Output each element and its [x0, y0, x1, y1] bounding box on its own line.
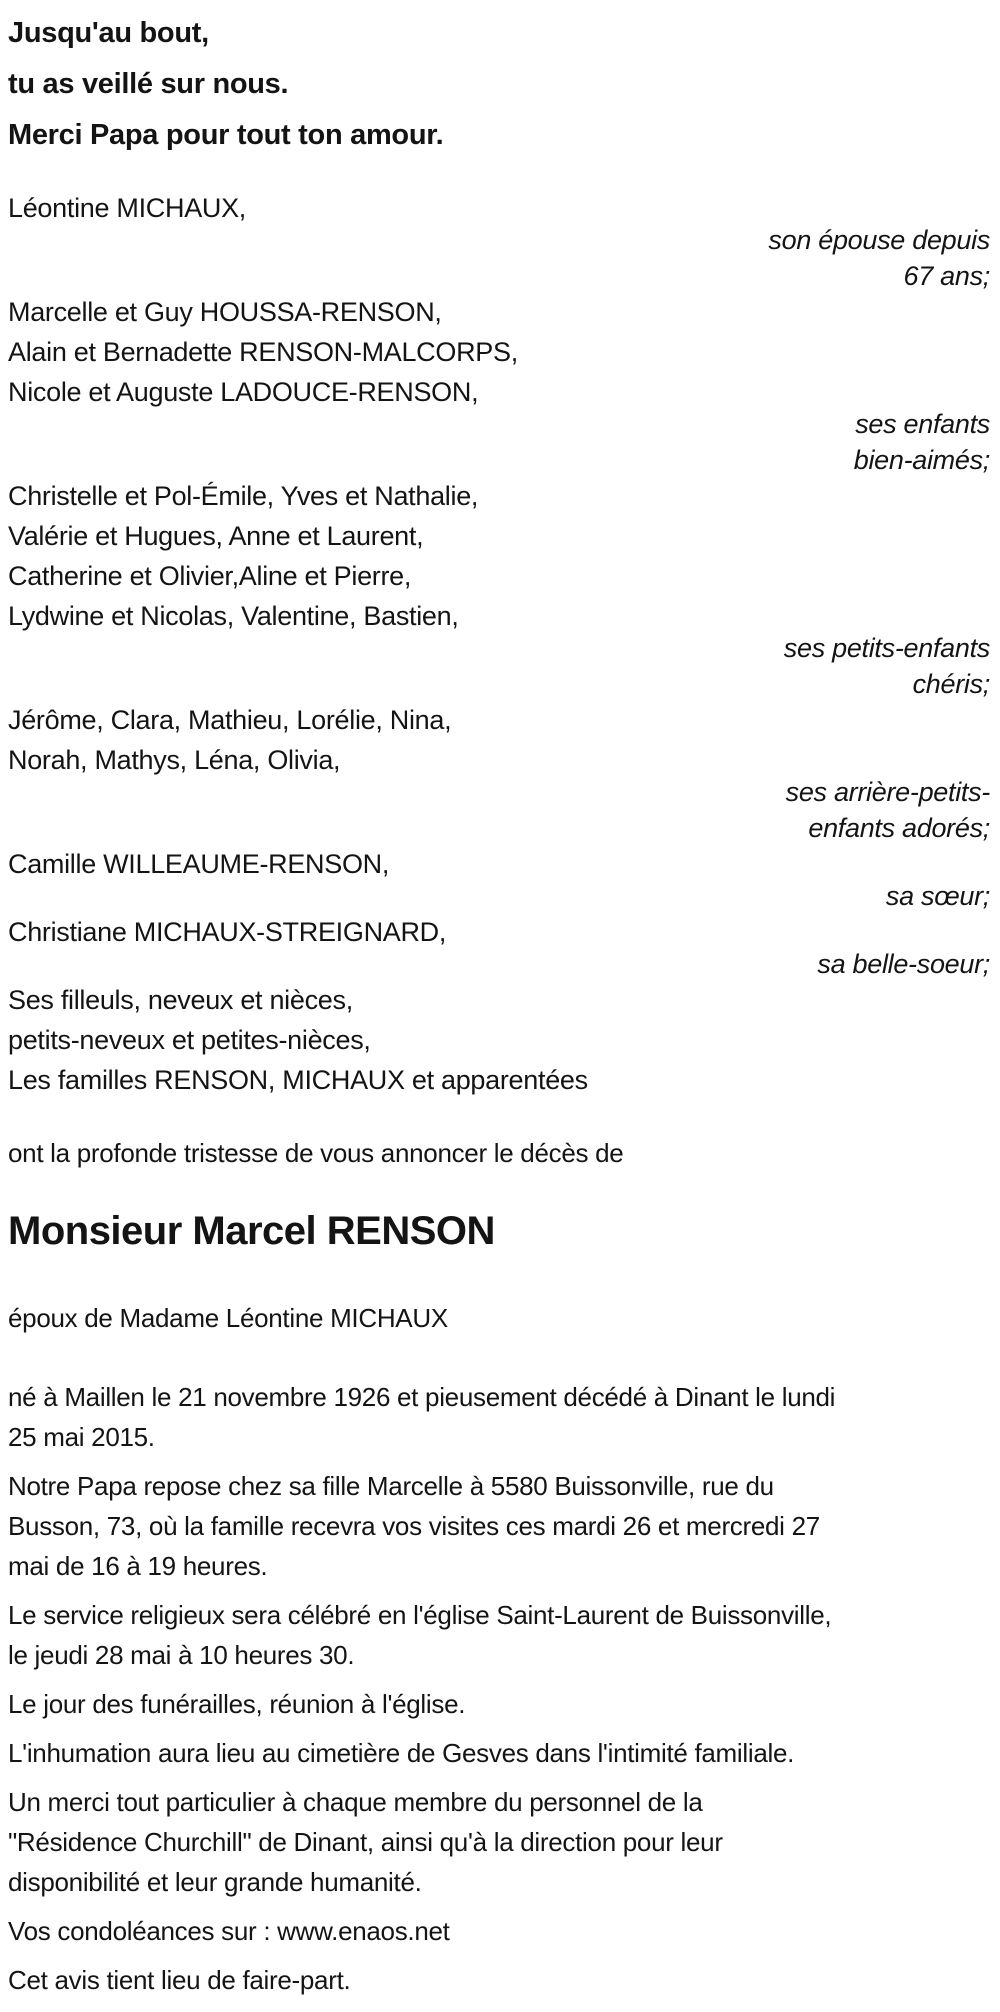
tribute-header — [8, 8, 990, 161]
family-entry — [8, 292, 990, 478]
paragraph — [8, 1595, 990, 1675]
names-block — [8, 476, 990, 636]
family-entry — [8, 844, 990, 914]
relation-line: ses arrière-petits- — [785, 777, 990, 807]
paragraph — [8, 1684, 990, 1724]
name-line: Léontine MICHAUX, — [8, 193, 247, 223]
deceased-name: Monsieur Marcel RENSON — [8, 1209, 495, 1253]
paragraph-line: Le service religieux sera célébré en l'église Saint-Laurent de Buissonville, — [8, 1600, 832, 1630]
name-line: Valérie et Hugues, Anne et Laurent, — [8, 521, 424, 551]
name-line: Alain et Bernadette RENSON-MALCORPS, — [8, 337, 518, 367]
paragraph — [8, 1377, 990, 1457]
tribute-line: Jusqu'au bout, — [8, 17, 209, 49]
tribute-line: Merci Papa pour tout ton amour. — [8, 119, 444, 151]
name-line: Les familles RENSON, MICHAUX et apparentées — [8, 1065, 588, 1095]
family-entry — [8, 700, 990, 846]
paragraph-line: Vos condoléances sur : www.enaos.net — [8, 1916, 450, 1946]
names-block — [8, 292, 990, 412]
name-line: Christiane MICHAUX-STREIGNARD, — [8, 917, 447, 947]
family-list — [8, 188, 990, 1100]
spouse-line: époux de Madame Léontine MICHAUX — [8, 1303, 448, 1333]
paragraph-line: le jeudi 28 mai à 10 heures 30. — [8, 1640, 355, 1670]
names-block — [8, 700, 990, 780]
relation-block — [8, 406, 990, 478]
name-line: Lydwine et Nicolas, Valentine, Bastien, — [8, 601, 459, 631]
relation-block — [8, 774, 990, 846]
name-line: Christelle et Pol-Émile, Yves et Nathalie, — [8, 481, 479, 511]
name-line: petits-neveux et petites-nièces, — [8, 1025, 371, 1055]
paragraph-line: Cet avis tient lieu de faire-part. — [8, 1965, 351, 1995]
paragraph-line: mai de 16 à 19 heures. — [8, 1551, 268, 1581]
paragraph — [8, 1466, 990, 1586]
name-line: Catherine et Olivier,Aline et Pierre, — [8, 561, 412, 591]
relation-block — [8, 222, 990, 294]
relation-line: ses petits-enfants — [783, 633, 990, 663]
paragraph-line: Notre Papa repose chez sa fille Marcelle à 5580 Buissonville, rue du — [8, 1471, 774, 1501]
name-line: Marcelle et Guy HOUSSA-RENSON, — [8, 297, 442, 327]
paragraph — [8, 1733, 990, 1773]
relation-line: chéris; — [912, 669, 990, 699]
paragraph-line: 25 mai 2015. — [8, 1422, 155, 1452]
name-line: Camille WILLEAUME-RENSON, — [8, 849, 390, 879]
family-entry — [8, 980, 990, 1100]
relation-line: bien-aimés; — [853, 445, 990, 475]
paragraph-line: Le jour des funérailles, réunion à l'église. — [8, 1689, 466, 1719]
paragraph — [8, 1911, 990, 1951]
tribute-line: tu as veillé sur nous. — [8, 68, 289, 100]
paragraph — [8, 1960, 990, 2000]
relation-line: ses enfants — [855, 409, 990, 439]
paragraph-line: né à Maillen le 21 novembre 1926 et pieusement décédé à Dinant le lundi — [8, 1382, 836, 1412]
announcement-line: ont la profonde tristesse de vous annoncer le décès de — [8, 1138, 624, 1168]
name-line: Jérôme, Clara, Mathieu, Lorélie, Nina, — [8, 705, 452, 735]
paragraph-line: L'inhumation aura lieu au cimetière de Gesves dans l'intimité familiale. — [8, 1738, 795, 1768]
name-line: Norah, Mathys, Léna, Olivia, — [8, 745, 341, 775]
names-block — [8, 980, 990, 1100]
relation-line: enfants adorés; — [808, 813, 990, 843]
family-entry — [8, 912, 990, 982]
name-line: Nicole et Auguste LADOUCE-RENSON, — [8, 377, 479, 407]
paragraph-line: "Résidence Churchill" de Dinant, ainsi qu'à la direction pour leur — [8, 1827, 723, 1857]
body-paragraphs — [8, 1377, 990, 2000]
relation-line: sa sœur; — [885, 881, 990, 911]
paragraph-line: disponibilité et leur grande humanité. — [8, 1867, 422, 1897]
name-line: Ses filleuls, neveux et nièces, — [8, 985, 353, 1015]
relation-line: sa belle-soeur; — [817, 949, 990, 979]
relation-block — [8, 630, 990, 702]
paragraph-line: Un merci tout particulier à chaque membre du personnel de la — [8, 1787, 703, 1817]
relation-line: son épouse depuis — [768, 225, 990, 255]
relation-line: 67 ans; — [903, 261, 990, 291]
family-entry — [8, 188, 990, 294]
paragraph — [8, 1782, 990, 1902]
family-entry — [8, 476, 990, 702]
paragraph-line: Busson, 73, où la famille recevra vos visites ces mardi 26 et mercredi 27 — [8, 1511, 820, 1541]
